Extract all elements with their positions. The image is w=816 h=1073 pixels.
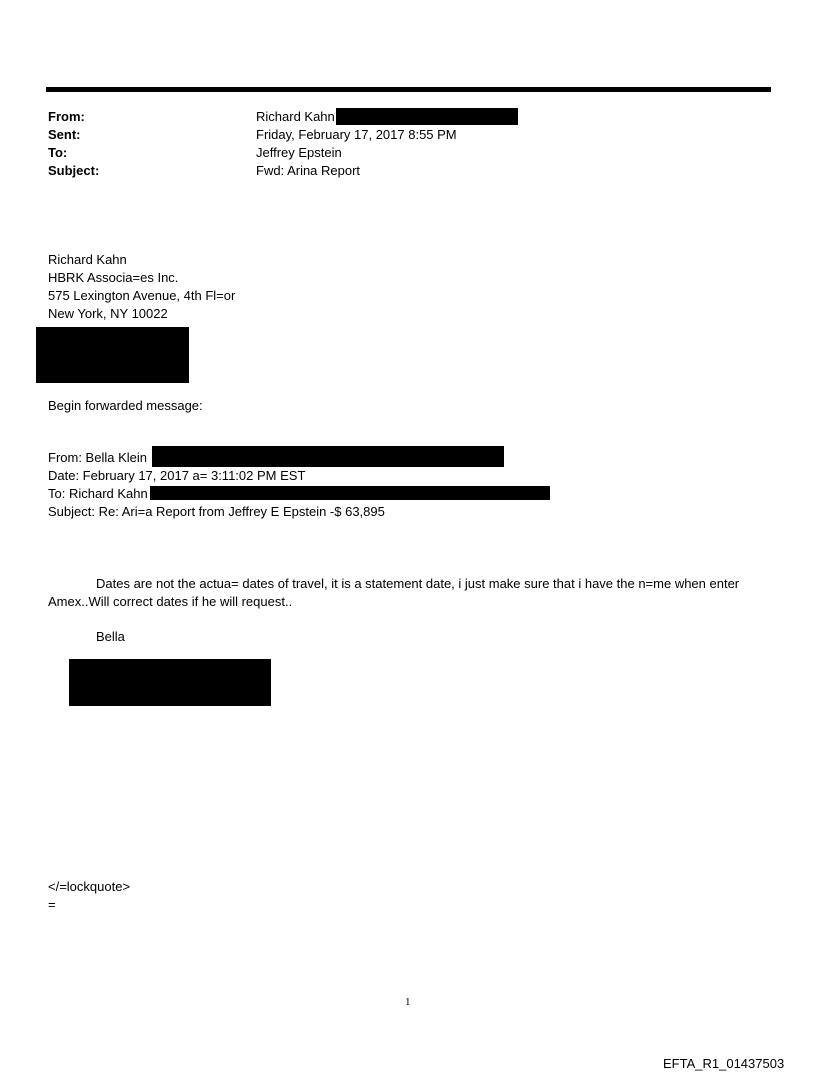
subject-value: Fwd: Arina Report <box>256 163 361 178</box>
to-label: To: <box>48 145 68 160</box>
forward-date: Date: February 17, 2017 a= 3:11:02 PM EST <box>48 468 306 483</box>
body-line-2: Amex..Will correct dates if he will request.. <box>48 594 293 609</box>
body-line-1: Dates are not the actua= dates of travel, it is a statement date, i just make sure that i have the n=me when enter <box>96 576 740 591</box>
forward-subject: Subject: Re: Ari=a Report from Jeffrey E Epstein -$ 63,895 <box>48 504 385 519</box>
redaction-block <box>336 108 518 125</box>
signature-name: Richard Kahn <box>48 252 127 267</box>
redaction-block <box>36 327 189 383</box>
subject-label: Subject: <box>48 163 100 178</box>
from-value: Richard Kahn <box>256 109 335 124</box>
page-number: 1 <box>405 996 411 1008</box>
signature-address: 575 Lexington Avenue, 4th Fl=or <box>48 288 236 303</box>
redaction-block <box>152 446 504 467</box>
forward-to: To: Richard Kahn <box>48 486 148 501</box>
redaction-block <box>69 659 271 706</box>
trailing-artifact: = <box>48 897 56 912</box>
to-value: Jeffrey Epstein <box>256 145 342 160</box>
from-label: From: <box>48 109 85 124</box>
forward-intro: Begin forwarded message: <box>48 398 203 413</box>
redaction-block <box>150 486 550 500</box>
body-signoff: Bella <box>96 629 125 644</box>
trailing-artifact: </=lockquote> <box>48 879 131 894</box>
sent-label: Sent: <box>48 127 81 142</box>
header-rule <box>46 87 771 92</box>
signature-company: HBRK Associa=es Inc. <box>48 270 179 285</box>
document-id: EFTA_R1_01437503 <box>663 1056 785 1071</box>
sent-value: Friday, February 17, 2017 8:55 PM <box>256 127 457 142</box>
signature-city: New York, NY 10022 <box>48 306 168 321</box>
forward-from: From: Bella Klein <box>48 450 147 465</box>
